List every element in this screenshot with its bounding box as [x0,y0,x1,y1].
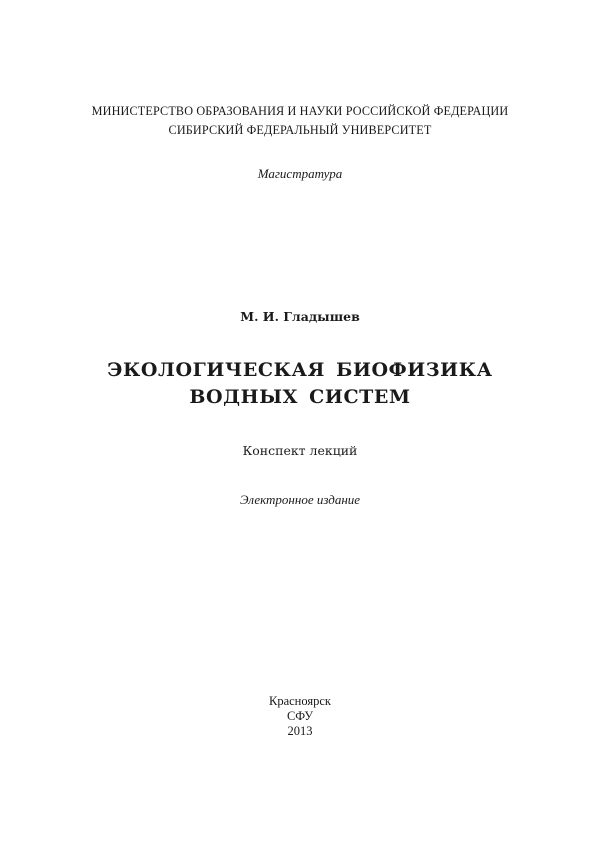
edition-label: Электронное издание [239,492,361,507]
imprint-city: Красноярск [268,694,331,708]
book-title-line-1: ЭКОЛОГИЧЕСКАЯ БИОФИЗИКА [107,359,493,381]
university-name: СИБИРСКИЙ ФЕДЕРАЛЬНЫЙ УНИВЕРСИТЕТ [168,123,432,137]
imprint-year: 2013 [287,724,313,738]
book-subtitle: Конспект лекций [242,443,358,458]
ministry-name: МИНИСТЕРСТВО ОБРАЗОВАНИЯ И НАУКИ РОССИЙСКОЙ ФЕДЕРАЦИИ [91,104,509,118]
imprint-publisher: СФУ [286,709,314,723]
series-label: Магистратура [257,166,343,181]
author-name: М. И. Гладышев [240,309,360,324]
book-title-line-2: ВОДНЫХ СИСТЕМ [189,386,411,408]
